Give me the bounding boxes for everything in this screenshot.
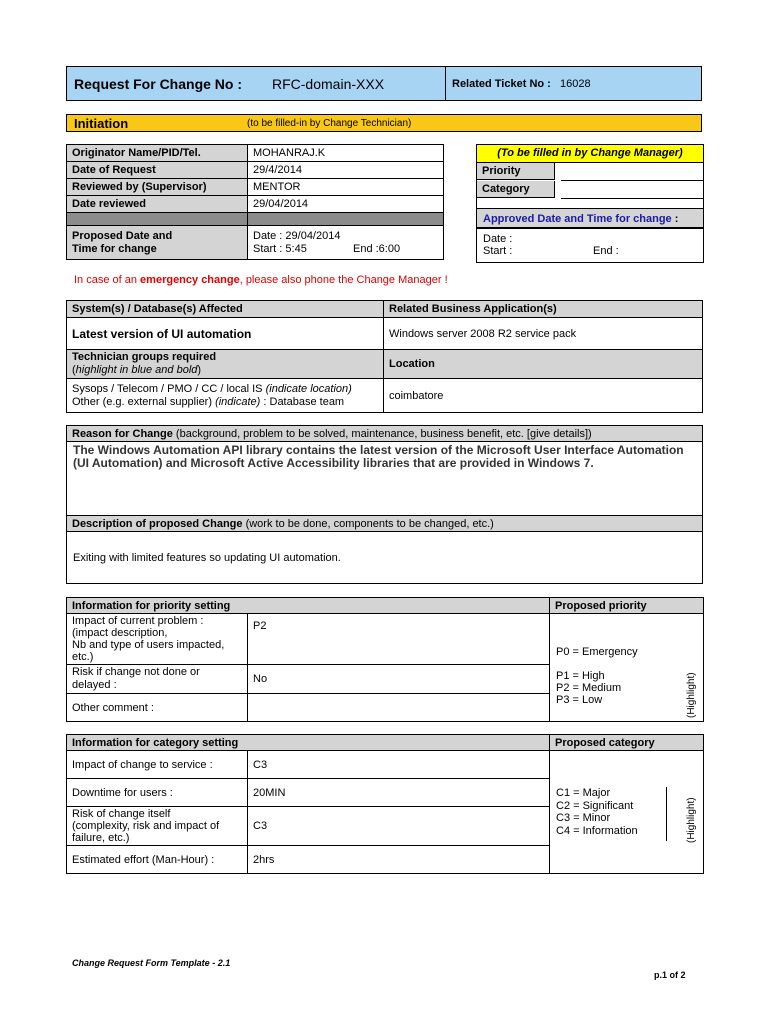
- date-reviewed-label: Date reviewed: [67, 196, 248, 213]
- initiation-title: Initiation: [74, 116, 129, 131]
- risk-change-line: Risk of change itself: [72, 808, 171, 820]
- rfc-header: [66, 66, 702, 101]
- manager-end-label[interactable]: End :: [593, 245, 619, 257]
- date-request-value[interactable]: 29/4/2014: [248, 162, 444, 179]
- risk-change-label: [67, 807, 248, 846]
- proposed-end: End :6:00: [353, 242, 401, 255]
- reviewed-by-value[interactable]: MENTOR: [248, 179, 444, 196]
- reason-header-note: (background, problem to be solved, maintenance, business benefit, etc. [give details]): [172, 428, 592, 440]
- description-header: [67, 515, 702, 532]
- effort-value[interactable]: 2hrs: [248, 846, 550, 874]
- footer-template: Change Request Form Template - 2.1: [72, 958, 231, 968]
- emergency-prefix: In case of an: [74, 274, 141, 286]
- risk-change-value[interactable]: C3: [248, 807, 550, 846]
- originator-label: Originator Name/PID/Tel.: [67, 145, 248, 162]
- emergency-note: [74, 274, 448, 286]
- groups-line: : Database team: [260, 395, 345, 408]
- date-reviewed-value[interactable]: 29/04/2014: [248, 196, 444, 213]
- ticket-label: Related Ticket No :: [452, 78, 551, 90]
- separator-cell: [67, 213, 248, 226]
- reviewed-by-label: Reviewed by (Supervisor): [67, 179, 248, 196]
- effort-label: Estimated effort (Man-Hour) :: [67, 846, 248, 874]
- impact-value[interactable]: P2: [248, 614, 550, 665]
- downtime-label: Downtime for users :: [67, 779, 248, 807]
- priority-option[interactable]: P3 = Low: [556, 694, 603, 706]
- description-text[interactable]: Exiting with limited features so updating UI automation.: [73, 552, 341, 564]
- approved-label: Approved Date and Time for change: [483, 213, 672, 225]
- category-field[interactable]: [561, 181, 703, 199]
- risk-value[interactable]: No: [248, 665, 550, 694]
- initiation-note: (to be filled-in by Change Technician): [247, 118, 412, 129]
- groups-line: (indicate location): [265, 382, 352, 395]
- category-info-header: Information for category setting: [67, 735, 550, 751]
- risk-label: [67, 665, 248, 694]
- priority-label: Priority: [477, 163, 555, 180]
- category-option[interactable]: C1 = Major: [556, 787, 611, 799]
- category-label: Category: [477, 181, 555, 198]
- description-header-note: (work to be done, components to be changed, etc.): [242, 518, 494, 530]
- groups-line: Other (e.g. external supplier): [72, 395, 216, 408]
- description-header-title: Description of proposed Change: [72, 518, 243, 530]
- priority-option[interactable]: P0 = Emergency: [556, 646, 638, 658]
- rfc-value[interactable]: RFC-domain-XXX: [272, 76, 385, 92]
- originator-table: [66, 144, 444, 260]
- risk-change-line: failure, etc.): [72, 832, 130, 844]
- tech-groups-value[interactable]: [67, 379, 384, 413]
- priority-option[interactable]: P2 = Medium: [556, 682, 622, 694]
- impact-label-line: (impact description,: [72, 627, 168, 639]
- proposed-date-label: [67, 226, 248, 260]
- other-comment-value[interactable]: [248, 694, 550, 722]
- impact-service-value[interactable]: C3: [248, 751, 550, 779]
- approved-row: [477, 208, 703, 228]
- category-highlight-note: (Highlight): [686, 797, 697, 843]
- impact-label-line: Nb and type of users impacted,: [72, 639, 225, 651]
- reason-header-title: Reason for Change: [72, 428, 173, 440]
- tech-hint: (: [72, 364, 76, 376]
- tech-groups-title: Technician groups required: [72, 351, 217, 363]
- manager-start-label[interactable]: Start :: [483, 245, 513, 257]
- downtime-value[interactable]: 20MIN: [248, 779, 550, 807]
- proposed-label-line: Time for change: [72, 242, 157, 255]
- impact-label: [67, 614, 248, 665]
- manager-date-label[interactable]: Date :: [483, 233, 513, 245]
- rfc-number-cell: [67, 67, 446, 100]
- originator-value[interactable]: MOHANRAJ.K: [248, 145, 444, 162]
- separator-cell: [248, 213, 444, 226]
- tech-hint: ): [197, 364, 202, 376]
- priority-field[interactable]: [561, 163, 703, 181]
- category-option[interactable]: C4 = Information: [556, 824, 638, 837]
- systems-header: System(s) / Database(s) Affected: [67, 301, 384, 318]
- impact-service-label: Impact of change to service :: [67, 751, 248, 779]
- application-value[interactable]: Windows server 2008 R2 service pack: [384, 318, 703, 350]
- groups-line: Sysops / Telecom / PMO / CC / local IS: [72, 382, 266, 395]
- impact-label-line: etc.): [72, 651, 94, 663]
- reason-text[interactable]: The Windows Automation API library contains the latest version of the Microsoft User Interface Automation (UI Automation) and Microsoft Active Accessibility libraries that are provided in Windows 7.: [73, 443, 684, 470]
- category-option[interactable]: C2 = Significant: [556, 799, 634, 812]
- tech-groups-header: [67, 350, 384, 379]
- risk-label-line: Risk if change not done or: [72, 666, 200, 678]
- location-header: Location: [384, 350, 703, 379]
- proposed-date-value[interactable]: [248, 226, 444, 260]
- proposed-date: Date : 29/04/2014: [253, 229, 341, 242]
- category-table: [66, 734, 704, 874]
- date-request-label: Date of Request: [67, 162, 248, 179]
- priority-table: [66, 597, 704, 722]
- proposed-priority-header: Proposed priority: [550, 598, 704, 614]
- risk-change-line: (complexity, risk and impact of: [72, 820, 220, 832]
- tech-hint: highlight in blue and bold: [75, 364, 198, 376]
- approved-colon: :: [674, 213, 679, 225]
- category-options-cell: [550, 751, 704, 874]
- initiation-bar: [66, 114, 702, 132]
- proposed-start: Start : 5:45: [253, 242, 307, 255]
- applications-header: Related Business Application(s): [384, 301, 703, 318]
- priority-highlight-note: (Highlight): [686, 672, 697, 718]
- manager-box: [476, 144, 704, 263]
- proposed-category-header: Proposed category: [550, 735, 704, 751]
- reason-header: [67, 426, 702, 442]
- category-option[interactable]: C3 = Minor: [556, 812, 611, 824]
- priority-options-cell: [550, 614, 704, 722]
- priority-option[interactable]: P1 = High: [556, 670, 605, 682]
- emergency-suffix: , please also phone the Change Manager !: [239, 274, 448, 286]
- impact-label-line: Impact of current problem :: [72, 615, 204, 627]
- ticket-value[interactable]: 16028: [560, 78, 591, 90]
- other-comment-label: Other comment :: [67, 694, 248, 722]
- footer-page-number: p.1 of 2: [654, 970, 686, 980]
- priority-info-header: Information for priority setting: [67, 598, 550, 614]
- manager-title: (To be filled in by Change Manager): [477, 145, 703, 163]
- system-value[interactable]: Latest version of UI automation: [67, 318, 384, 350]
- reason-box: [66, 425, 703, 584]
- proposed-label-line: Proposed Date and: [72, 229, 173, 242]
- risk-label-line: delayed :: [72, 679, 117, 691]
- category-divider: [666, 787, 667, 841]
- systems-table: [66, 300, 703, 413]
- groups-line: (indicate): [215, 395, 261, 408]
- location-value[interactable]: coimbatore: [384, 379, 703, 413]
- rfc-label: Request For Change No :: [74, 76, 243, 92]
- emergency-strong: emergency change: [140, 274, 240, 286]
